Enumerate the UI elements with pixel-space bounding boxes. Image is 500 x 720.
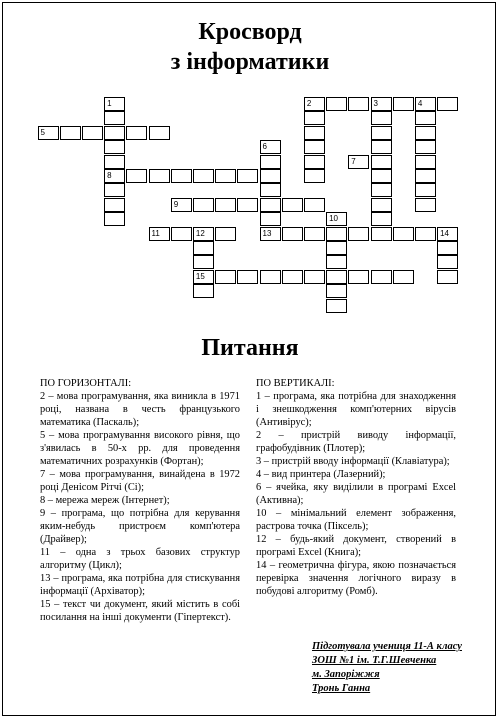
crossword-cell[interactable] bbox=[104, 155, 125, 169]
crossword-cell[interactable] bbox=[371, 111, 392, 125]
clue-down: 14 – геометрична фігура, якою позначається перевірка значення логічного виразу в побудові алгоритму (Ромб). bbox=[256, 560, 456, 597]
crossword-cell-numbered[interactable] bbox=[415, 97, 436, 111]
across-clues bbox=[40, 377, 240, 624]
crossword-cell[interactable] bbox=[304, 270, 325, 284]
crossword-cell[interactable] bbox=[149, 169, 170, 183]
crossword-cell[interactable] bbox=[260, 155, 281, 169]
crossword-cell[interactable] bbox=[371, 126, 392, 140]
credit-line: Тронь Ганна bbox=[312, 683, 371, 694]
crossword-cell-numbered[interactable] bbox=[348, 155, 369, 169]
crossword-cell[interactable] bbox=[282, 198, 303, 212]
crossword-cell-numbered[interactable] bbox=[260, 140, 281, 154]
crossword-cell-numbered[interactable] bbox=[193, 270, 214, 284]
crossword-cell[interactable] bbox=[149, 126, 170, 140]
crossword-cell[interactable] bbox=[193, 198, 214, 212]
crossword-cell[interactable] bbox=[326, 255, 347, 269]
crossword-cell[interactable] bbox=[415, 111, 436, 125]
crossword-cell[interactable] bbox=[304, 126, 325, 140]
clue-number: 9 bbox=[173, 199, 179, 209]
crossword-cell[interactable] bbox=[326, 227, 347, 241]
clue-number: 15 bbox=[195, 271, 205, 281]
clue-number: 3 bbox=[373, 99, 378, 108]
crossword-cell[interactable] bbox=[304, 140, 325, 154]
clue-number: 4 bbox=[417, 99, 423, 108]
crossword-cell[interactable] bbox=[437, 270, 458, 284]
crossword-cell[interactable] bbox=[437, 97, 458, 111]
clue-across: 13 – програма, яка потрібна для стискування інформації (Архіватор); bbox=[40, 573, 240, 597]
crossword-cell-numbered[interactable] bbox=[104, 97, 125, 111]
crossword-cell[interactable] bbox=[304, 198, 325, 212]
crossword-cell[interactable] bbox=[104, 183, 125, 197]
clue-down: 3 – пристрій вводу інформації (Клавіатура); bbox=[256, 456, 450, 467]
crossword-subtitle: з інформатики bbox=[170, 49, 330, 75]
clue-across: 11 – одна з трьох базових структур алгоритму (Цикл); bbox=[40, 547, 240, 571]
crossword-cell[interactable] bbox=[415, 155, 436, 169]
crossword-cell[interactable] bbox=[415, 227, 436, 241]
clue-number: 6 bbox=[262, 142, 267, 152]
clue-down: 12 – будь-який документ, створений в програмі Excel (Книга); bbox=[256, 534, 456, 558]
clue-number: 2 bbox=[306, 99, 312, 108]
crossword-cell[interactable] bbox=[415, 198, 436, 212]
crossword-cell[interactable] bbox=[393, 97, 414, 111]
across-heading: ПО ГОРИЗОНТАЛІ: bbox=[40, 378, 132, 389]
crossword-cell[interactable] bbox=[171, 227, 192, 241]
crossword-cell[interactable] bbox=[371, 212, 392, 226]
crossword-cell[interactable] bbox=[437, 255, 458, 269]
crossword-cell[interactable] bbox=[304, 169, 325, 183]
crossword-grid bbox=[0, 0, 500, 320]
crossword-title: Кросворд bbox=[198, 19, 302, 45]
crossword-cell[interactable] bbox=[237, 169, 258, 183]
crossword-cell[interactable] bbox=[393, 270, 414, 284]
crossword-cell-numbered[interactable] bbox=[326, 212, 347, 226]
crossword-cell[interactable] bbox=[126, 126, 147, 140]
crossword-cell[interactable] bbox=[104, 212, 125, 226]
clue-down: 10 – мінімальний елемент зображення, растрова точка (Піксель); bbox=[256, 508, 456, 532]
clue-number: 14 bbox=[440, 228, 449, 238]
clue-number: 7 bbox=[351, 156, 356, 166]
crossword-cell[interactable] bbox=[260, 270, 281, 284]
clue-number: 10 bbox=[329, 214, 338, 224]
down-clues bbox=[256, 377, 456, 598]
clue-down: 1 – програма, яка потрібна для знаходження і знешкодження комп'ютерних вірусів (Антивірус); bbox=[256, 391, 456, 428]
crossword-cell-numbered[interactable] bbox=[304, 97, 325, 111]
crossword-cell[interactable] bbox=[415, 183, 436, 197]
crossword-cell[interactable] bbox=[171, 169, 192, 183]
crossword-cell[interactable] bbox=[304, 111, 325, 125]
crossword-cell-numbered[interactable] bbox=[38, 126, 59, 140]
crossword-cell[interactable] bbox=[104, 140, 125, 154]
clue-across: 15 – текст чи документ, який містить в собі посилання на інші документи (Гіпертекст). bbox=[40, 599, 240, 623]
crossword-cell[interactable] bbox=[348, 97, 369, 111]
questions-title: Питання bbox=[201, 335, 299, 361]
crossword-cell-numbered[interactable] bbox=[171, 198, 192, 212]
crossword-cell[interactable] bbox=[260, 169, 281, 183]
crossword-cell[interactable] bbox=[415, 126, 436, 140]
clue-number: 11 bbox=[151, 228, 160, 238]
crossword-cell[interactable] bbox=[215, 169, 236, 183]
clue-across: 8 – мережа мереж (Інтернет); bbox=[40, 495, 170, 506]
clue-number: 5 bbox=[40, 127, 45, 137]
crossword-cell[interactable] bbox=[282, 270, 303, 284]
crossword-cell[interactable] bbox=[215, 270, 236, 284]
credit-line: ЗОШ №1 ім. Т.Г.Шевченка bbox=[312, 655, 437, 666]
crossword-cell[interactable] bbox=[260, 212, 281, 226]
clue-across: 9 – програма, що потрібна для керування яким-небудь пристроєм комп'ютера (Драйвер); bbox=[40, 508, 240, 545]
crossword-cell[interactable] bbox=[282, 227, 303, 241]
crossword-cell[interactable] bbox=[371, 169, 392, 183]
crossword-cell[interactable] bbox=[193, 241, 214, 255]
crossword-cell[interactable] bbox=[104, 126, 125, 140]
crossword-cell[interactable] bbox=[304, 227, 325, 241]
crossword-cell[interactable] bbox=[415, 169, 436, 183]
crossword-cell[interactable] bbox=[193, 255, 214, 269]
crossword-cell[interactable] bbox=[393, 227, 414, 241]
clue-number: 1 bbox=[107, 99, 112, 108]
crossword-cell[interactable] bbox=[326, 97, 347, 111]
crossword-cell[interactable] bbox=[348, 270, 369, 284]
crossword-cell[interactable] bbox=[326, 299, 347, 313]
crossword-cell-numbered[interactable] bbox=[193, 227, 214, 241]
crossword-cell-numbered[interactable] bbox=[149, 227, 170, 241]
crossword-cell[interactable] bbox=[348, 227, 369, 241]
crossword-cell[interactable] bbox=[193, 169, 214, 183]
crossword-cell[interactable] bbox=[326, 241, 347, 255]
crossword-cell[interactable] bbox=[104, 198, 125, 212]
clue-number: 12 bbox=[195, 228, 205, 238]
clue-across: 7 – мова програмування, винайдена в 1972 році Денісом Рітчі (Сі); bbox=[40, 469, 240, 493]
crossword-cell[interactable] bbox=[371, 270, 392, 284]
crossword-cell[interactable] bbox=[304, 155, 325, 169]
crossword-cell[interactable] bbox=[237, 270, 258, 284]
credit-line: м. Запоріжжя bbox=[312, 669, 380, 680]
crossword-cell-numbered[interactable] bbox=[104, 169, 125, 183]
crossword-cell[interactable] bbox=[215, 198, 236, 212]
crossword-cell-numbered[interactable] bbox=[260, 227, 281, 241]
crossword-cell[interactable] bbox=[193, 284, 214, 298]
crossword-cell-numbered[interactable] bbox=[371, 97, 392, 111]
down-heading: ПО ВЕРТИКАЛІ: bbox=[256, 378, 335, 389]
crossword-cell[interactable] bbox=[104, 111, 125, 125]
credit-line: Підготувала учениця 11-А класу bbox=[312, 641, 462, 652]
crossword-cell[interactable] bbox=[371, 198, 392, 212]
crossword-cell-numbered[interactable] bbox=[437, 227, 458, 241]
clue-down: 4 – вид принтера (Лазерний); bbox=[256, 469, 386, 480]
clue-across: 5 – мова програмування високого рівня, що з'явилась в 50-х рр. для проведення математичних розрахунків (Фортан); bbox=[40, 430, 240, 467]
crossword-cell[interactable] bbox=[60, 126, 81, 140]
clue-across: 2 – мова програмування, яка виникла в 1971 році, названа в честь французького математика (Паскаль); bbox=[40, 391, 240, 428]
crossword-cell[interactable] bbox=[326, 284, 347, 298]
crossword-cell[interactable] bbox=[437, 241, 458, 255]
crossword-cell[interactable] bbox=[415, 140, 436, 154]
crossword-cell[interactable] bbox=[215, 227, 236, 241]
crossword-cell[interactable] bbox=[260, 198, 281, 212]
clue-down: 6 – ячейка, яку виділили в програмі Excel (Активна); bbox=[256, 482, 456, 506]
crossword-cell[interactable] bbox=[371, 227, 392, 241]
clue-number: 13 bbox=[262, 228, 272, 238]
clue-down: 2 – пристрій виводу інформації, графобудівник (Плотер); bbox=[256, 430, 456, 454]
crossword-cell[interactable] bbox=[260, 183, 281, 197]
crossword-cell[interactable] bbox=[371, 155, 392, 169]
clue-number: 8 bbox=[107, 171, 112, 180]
crossword-cell[interactable] bbox=[326, 270, 347, 284]
crossword-cell[interactable] bbox=[82, 126, 103, 140]
crossword-cell[interactable] bbox=[237, 198, 258, 212]
crossword-cell[interactable] bbox=[126, 169, 147, 183]
author-credit bbox=[312, 640, 462, 696]
crossword-cell[interactable] bbox=[371, 140, 392, 154]
crossword-cell[interactable] bbox=[371, 183, 392, 197]
